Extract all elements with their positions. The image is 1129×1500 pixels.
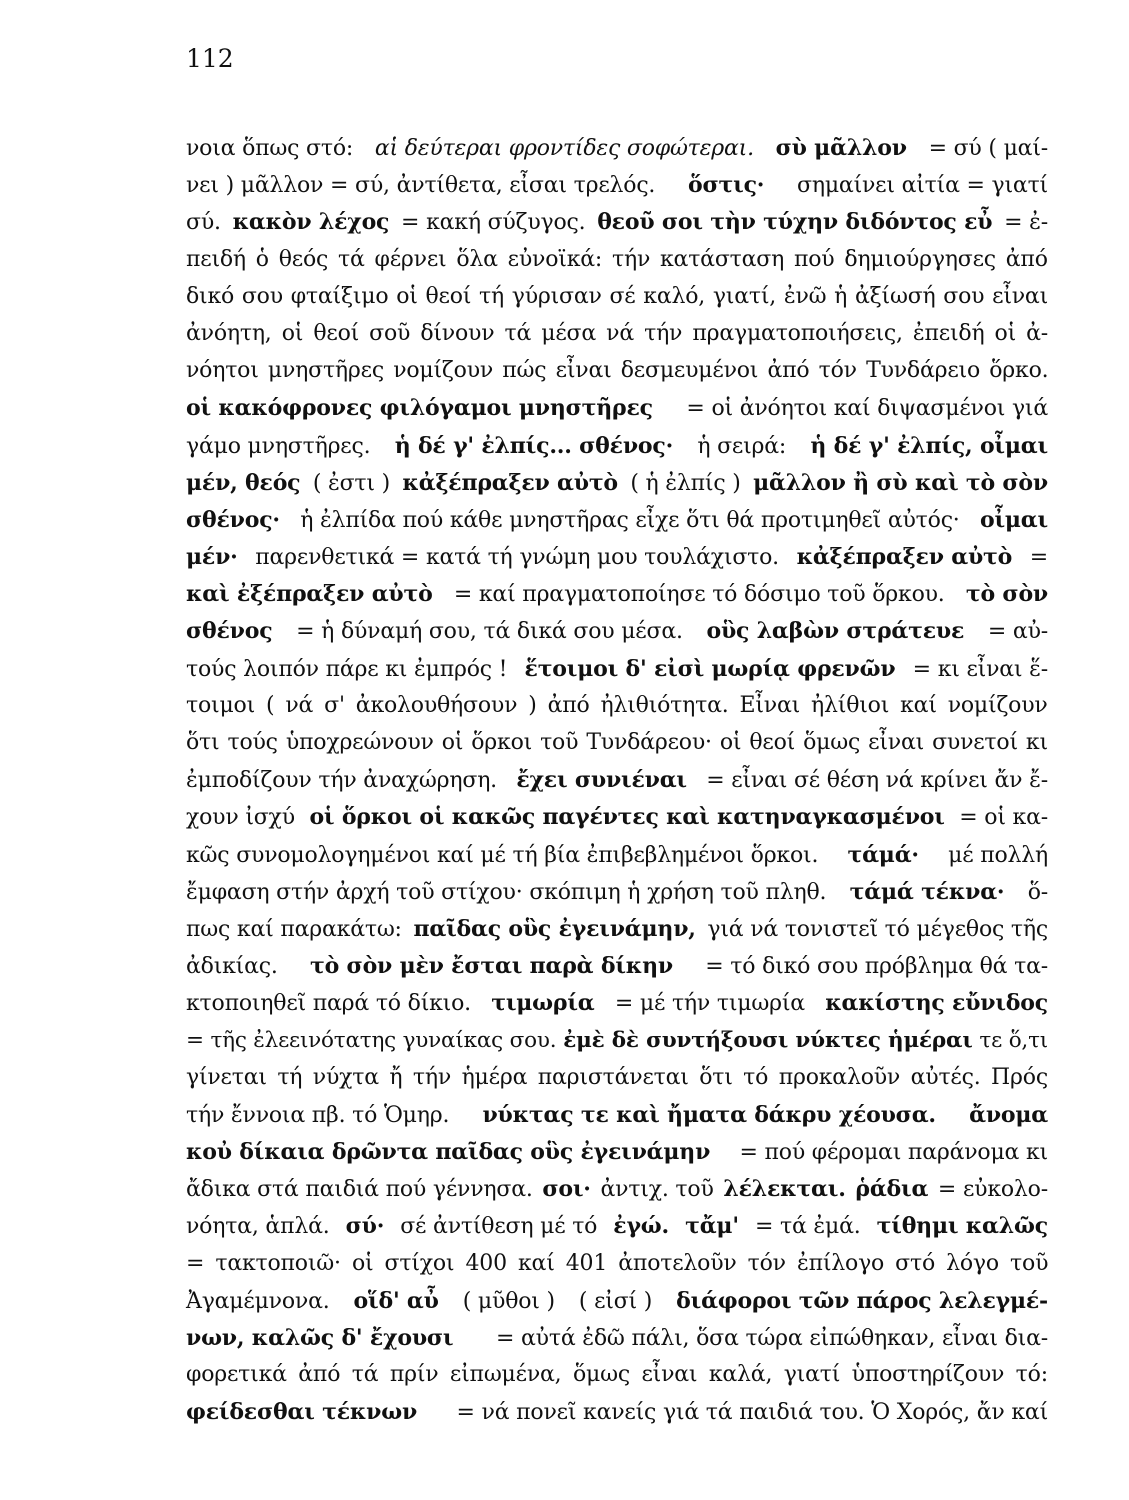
modern-greek-text: = οἱ ἀνόητοι καί διψασμένοι γιά (686, 396, 1048, 422)
text-line (186, 767, 1048, 804)
ancient-greek-lemma: καὶ ἐξέπραξεν αὐτὸ (186, 581, 433, 608)
ancient-greek-lemma: διάφοροι τῶν πάρος λελεγμέ- (676, 1287, 1048, 1314)
ancient-greek-lemma: σθένος (186, 618, 273, 645)
modern-greek-text: ἀδικίας. (186, 954, 278, 980)
text-line (186, 321, 1048, 358)
modern-greek-text: = ἡ δύναμή σου, τά δικά σου μέσα. (296, 619, 683, 645)
ancient-greek-lemma: οὓς λαβὼν στράτευε (706, 618, 965, 645)
text-line (186, 395, 1048, 432)
modern-greek-text: = καί πραγματοποίησε τό δόσιμο τοῦ ὅρκου. (453, 582, 945, 608)
ancient-greek-lemma: τἄμ' (685, 1213, 739, 1240)
text-line (186, 953, 1048, 990)
modern-greek-text: γάμο μνηστῆρες. (186, 433, 371, 459)
modern-greek-text: = (1029, 545, 1048, 571)
ancient-greek-lemma: θεοῦ σοι τὴν τύχην διδόντος εὖ (597, 209, 993, 236)
text-line (186, 470, 1048, 507)
text-line (186, 1213, 1048, 1250)
ancient-greek-lemma: ἐγώ. (613, 1213, 670, 1240)
text-line (186, 618, 1048, 655)
ancient-greek-lemma: μᾶλλον ἢ σὺ καὶ τὸ σὸν (753, 469, 1048, 496)
text-line (186, 1139, 1048, 1176)
modern-greek-text: ἐμποδίζουν τήν ἀναχώρηση. (186, 768, 497, 794)
modern-greek-text: νει ) μᾶλλον = σύ, ἀντίθετα, εἶσαι τρελός. (186, 173, 656, 199)
modern-greek-text: = εἶναι σέ θέση νά κρίνει ἄν ἔ- (706, 768, 1048, 794)
modern-greek-text: = τά ἐμά. (754, 1214, 861, 1240)
ancient-greek-lemma: ἄνομα (969, 1101, 1048, 1128)
modern-greek-text: ( εἰσί ) (578, 1288, 653, 1314)
ancient-greek-lemma: ἐμὲ δὲ συντήξουσι νύκτες ἡμέραι (563, 1027, 973, 1053)
text-line (186, 1362, 1048, 1399)
modern-greek-text: = τακτοποιῶ· οἱ στίχοι 400 καί 401 ἀποτελοῦν τόν ἐπίλογο στό λόγο τοῦ (186, 1250, 1049, 1276)
modern-greek-text: νόητοι μνηστῆρες νομίζουν πώς εἶναι δεσμευμένοι ἀπό τόν Τυνδάρειο ὅρκο. (186, 358, 1049, 384)
modern-greek-text: παρενθετικά = κατά τή γνώμη μου τουλάχιστο. (255, 545, 779, 571)
text-line (186, 135, 1048, 172)
text-line (186, 1288, 1048, 1325)
ancient-greek-lemma: τάμά τέκνα· (849, 878, 1005, 905)
modern-greek-text: = κακή σύζυγος. (401, 210, 586, 236)
ancient-greek-lemma: σοι· (542, 1176, 591, 1203)
commentary-text (186, 135, 1048, 1437)
ancient-greek-lemma: μέν· (186, 544, 238, 571)
ancient-greek-lemma: σύ· (345, 1213, 385, 1240)
modern-greek-text: φορετικά ἀπό τά πρίν εἰπωμένα, ὅμως εἶναι καλά, γιατί ὑποστηρίζουν τό: (186, 1362, 1048, 1388)
ancient-greek-lemma: λέλεκται. (723, 1176, 846, 1203)
text-line (186, 656, 1048, 693)
ancient-greek-lemma: φείδεσθαι τέκνων (186, 1399, 418, 1426)
ancient-greek-lemma: σθένος· (186, 506, 280, 533)
modern-greek-text: πειδή ὁ θεός τά φέρνει ὅλα εὐνοϊκά: τήν κατάσταση πού δημιούργησες ἀπό (186, 246, 1048, 272)
modern-greek-text: τούς λοιπόν πάρε κι ἐμπρός ! (186, 656, 508, 682)
ancient-greek-lemma: νων, καλῶς δ' ἔχουσι (186, 1325, 454, 1351)
ancient-greek-lemma: σὺ μᾶλλον (775, 135, 907, 161)
modern-greek-text: ὅ- (1027, 879, 1048, 905)
modern-greek-text: νόητα, ἁπλά. (186, 1214, 330, 1240)
modern-greek-text: γιά νά τονιστεῖ τό μέγεθος τῆς (707, 916, 1048, 942)
ancient-greek-lemma: αἱ δεύτεραι φροντίδες σοφώτεραι. (374, 136, 754, 161)
modern-greek-text: = νά πονεῖ κανείς γιά τά παιδιά του. Ὁ Χορός, ἄν καί (456, 1400, 1048, 1426)
ancient-greek-lemma: ὅστις· (688, 172, 765, 199)
ancient-greek-lemma: τὸ σὸν (965, 581, 1048, 608)
modern-greek-text: ἔμφαση στήν ἀρχή τοῦ στίχου· σκόπιμη ἡ χρήση τοῦ πληθ. (186, 879, 827, 905)
modern-greek-text: τε ὅ,τι (979, 1027, 1048, 1053)
text-line (186, 1399, 1048, 1436)
ancient-greek-lemma: οἱ κακόφρονες φιλόγαμοι μνηστῆρες (186, 395, 653, 422)
ancient-greek-lemma: κοὐ δίκαια δρῶντα παῖδας οὓς ἐγεινάμην (186, 1139, 711, 1166)
modern-greek-text: = εὐκολο- (937, 1177, 1048, 1203)
modern-greek-text: κῶς συνομολογημένοι καί μέ τή βία ἐπιβεβλημένοι ὅρκοι. (186, 842, 819, 868)
modern-greek-text: = τῆς ἐλεεινότατης γυναίκας σου. (186, 1027, 557, 1053)
modern-greek-text: χουν ἰσχύ (186, 805, 295, 831)
text-line (186, 693, 1048, 730)
modern-greek-text: σημαίνει αἰτία = γιατί (797, 173, 1048, 199)
ancient-greek-lemma: νύκτας τε καὶ ἤματα δάκρυ χέουσα. (482, 1101, 936, 1128)
modern-greek-text: ἡ σειρά: (697, 433, 787, 459)
text-line (186, 1251, 1048, 1288)
text-line (186, 1065, 1048, 1102)
ancient-greek-lemma: οἱ ὅρκοι οἱ κακῶς παγέντες καὶ κατηναγκασμένοι (309, 804, 945, 831)
modern-greek-text: νοια ὅπως στό: (186, 136, 354, 161)
modern-greek-text: σέ ἀντίθεση μέ τό (400, 1214, 598, 1240)
text-line (186, 842, 1048, 879)
ancient-greek-lemma: κακίστης εὔνιδος (825, 990, 1048, 1017)
text-line (186, 433, 1048, 470)
ancient-greek-lemma: κἀξέπραξεν αὐτὸ (402, 469, 618, 496)
text-line (186, 879, 1048, 916)
modern-greek-text: = αὐτά ἐδῶ πάλι, ὅσα τώρα εἰπώθηκαν, εἶναι δια- (496, 1326, 1048, 1351)
modern-greek-text: ( ἡ ἐλπίς ) (630, 470, 741, 496)
text-line (186, 1102, 1048, 1139)
modern-greek-text: πως καί παρακάτω: (186, 916, 402, 942)
modern-greek-text: ( ἐστι ) (312, 470, 390, 496)
modern-greek-text: ( μῦθοι ) (462, 1288, 555, 1314)
ancient-greek-lemma: παῖδας οὓς ἐγεινάμην, (413, 915, 696, 942)
modern-greek-text: = τό δικό σου πρόβλημα θά τα- (705, 954, 1048, 980)
modern-greek-text: = αὐ- (987, 619, 1048, 645)
modern-greek-text: ἄδικα στά παιδιά πού γέννησα. (186, 1177, 533, 1203)
ancient-greek-lemma: τιμωρία (491, 990, 595, 1017)
text-line (186, 804, 1048, 841)
ancient-greek-lemma: τάμά· (847, 841, 919, 868)
ancient-greek-lemma: ῥάδια (855, 1176, 929, 1203)
text-line (186, 284, 1048, 321)
ancient-greek-lemma: μέν, θεός (186, 469, 301, 496)
text-line (186, 544, 1048, 581)
ancient-greek-lemma: οἶμαι (979, 506, 1048, 533)
modern-greek-text: Ἀγαμέμνονα. (186, 1288, 330, 1314)
ancient-greek-lemma: οἵδ' αὖ (353, 1287, 439, 1314)
modern-greek-text: = σύ ( μαί- (928, 136, 1048, 161)
text-line (186, 172, 1048, 209)
text-line (186, 916, 1048, 953)
text-line (186, 730, 1048, 767)
modern-greek-text: ἡ ἐλπίδα πού κάθε μνηστῆρας εἶχε ὅτι θά προτιμηθεῖ αὐτός· (300, 507, 960, 533)
text-line (186, 358, 1048, 395)
modern-greek-text: τήν ἔννοια πβ. τό Ὁμηρ. (186, 1102, 450, 1128)
modern-greek-text: ἀντιχ. τοῦ (600, 1177, 714, 1203)
ancient-greek-lemma: ἡ δέ γ' ἐλπίς, οἶμαι (810, 432, 1048, 459)
modern-greek-text: = μέ τήν τιμωρία (614, 991, 805, 1017)
modern-greek-text: = ἐ- (1004, 210, 1048, 236)
text-line (186, 209, 1048, 246)
text-line (186, 990, 1048, 1027)
ancient-greek-lemma: τίθημι καλῶς (876, 1213, 1048, 1240)
modern-greek-text: μέ πολλή (948, 842, 1048, 868)
modern-greek-text: = πού φέρομαι παράνομα κι (739, 1140, 1048, 1166)
ancient-greek-lemma: κακὸν λέχος (232, 209, 390, 236)
text-line (186, 1325, 1048, 1362)
ancient-greek-lemma: τὸ σὸν μὲν ἔσται παρὰ δίκην (310, 953, 673, 980)
text-line (186, 581, 1048, 618)
page-number: 112 (186, 44, 234, 73)
text-line (186, 1028, 1048, 1065)
text-line (186, 1176, 1048, 1213)
ancient-greek-lemma: ἔχει συνιέναι (516, 767, 687, 794)
modern-greek-text: = κι εἶναι ἕ- (912, 656, 1048, 682)
modern-greek-text: = οἱ κα- (959, 805, 1048, 831)
modern-greek-text: ἀνόητη, οἱ θεοί σοῦ δίνουν τά μέσα νά τήν πραγματοποιήσεις, ἐπειδή οἱ ἀ- (186, 320, 1049, 346)
text-line (186, 507, 1048, 544)
modern-greek-text: δικό σου φταίξιμο οἱ θεοί τή γύρισαν σέ καλό, γιατί, ἐνῶ ἡ ἀξίωσή σου εἶναι (186, 283, 1048, 309)
modern-greek-text: ὅτι τούς ὑποχρεώνουν οἱ ὅρκοι τοῦ Τυνδάρεου· οἱ θεοί ὅμως εἶναι συνετοί κι (186, 730, 1048, 755)
ancient-greek-lemma: ἕτοιμοι δ' εἰσὶ μωρίᾳ φρενῶν (524, 655, 896, 682)
ancient-greek-lemma: ἡ δέ γ' ἐλπίς... σθένος· (394, 432, 674, 459)
text-line (186, 247, 1048, 284)
modern-greek-text: σύ. (186, 210, 221, 236)
modern-greek-text: τοιμοι ( νά σ' ἀκολουθήσουν ) ἀπό ἠλιθιότητα. Εἶναι ἠλίθιοι καί νομίζουν (186, 692, 1048, 718)
modern-greek-text: κτοποιηθεῖ παρά τό δίκιο. (186, 991, 471, 1017)
ancient-greek-lemma: κἀξέπραξεν αὐτὸ (796, 544, 1013, 571)
modern-greek-text: γίνεται τή νύχτα ἤ τήν ἡμέρα παριστάνεται ὅτι τό προκαλοῦν αὐτές. Πρός (186, 1064, 1048, 1090)
